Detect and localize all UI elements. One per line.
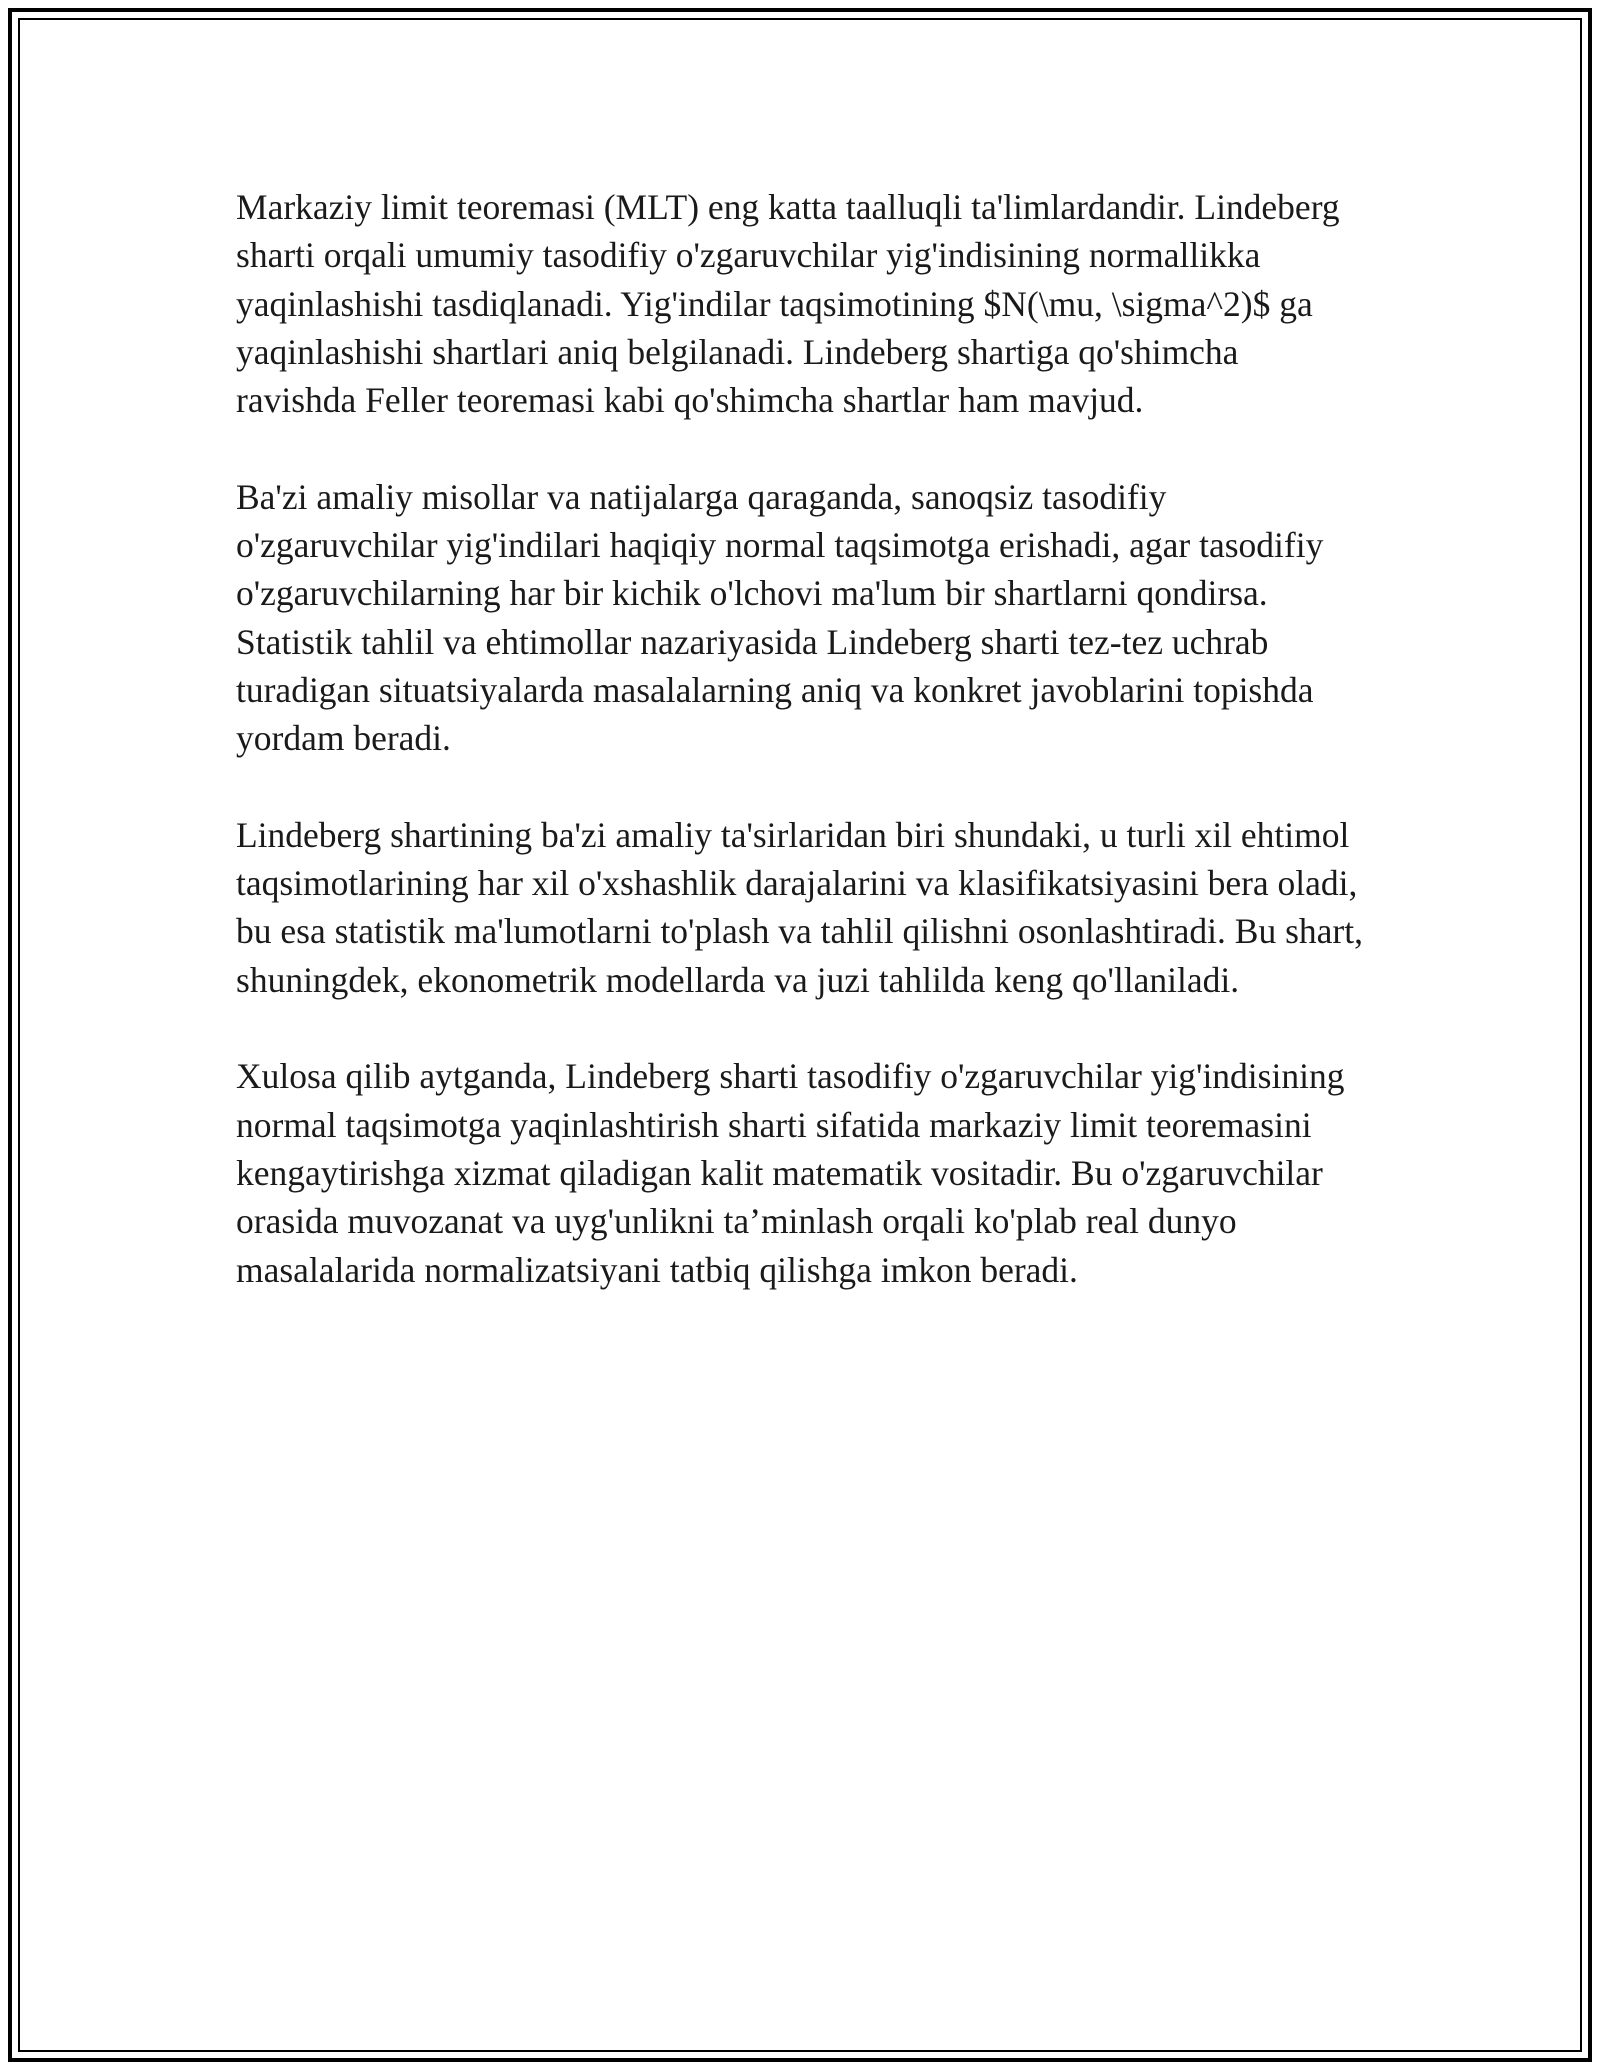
paragraph-3: Lindeberg shartining ba'zi amaliy ta'sirlaridan biri shundaki, u turli xil ehtimol taqsimotlarining har xil o'xshashlik darajalarini va klasifikatsiyasini bera oladi, bu esa statistik ma'lumotlarni to'plash va tahlil qilishni osonlashtiradi. Bu shart, shuningdek, ekonometrik modellarda va juzi tahlilda keng qo'llaniladi. xyxy=(236,814,1363,1000)
paragraph-2: Ba'zi amaliy misollar va natijalarga qaraganda, sanoqsiz tasodifiy o'zgaruvchilar yig'indilari haqiqiy normal taqsimotga erishadi, agar tasodifiy o'zgaruvchilarning har bir kichik o'lchovi ma'lum bir shartlarni qondirsa. Statistik tahlil va ehtimollar nazariyasida Lindeberg sharti tez-tez uchrab turadigan situatsiyalarda masalalarning aniq va konkret javoblarini topishda yordam beradi. xyxy=(236,476,1324,759)
paragraph-4: Xulosa qilib aytganda, Lindeberg sharti tasodifiy o'zgaruvchilar yig'indisining normal taqsimotga yaqinlashtirish sharti sifatida markaziy limit teoremasini kengaytirishga xizmat qiladigan kalit matematik vositadir. Bu o'zgaruvchilar orasida muvozanat va uyg'unlikni ta’minlash orqali ko'plab real dunyo masalalarida normalizatsiyani tatbiq qilishga imkon beradi. xyxy=(236,1056,1345,1290)
paragraph-1: Markaziy limit teoremasi (MLT) eng katta taalluqli ta'limlardandir. Lindeberg sharti orqali umumiy tasodifiy o'zgaruvchilar yig'indisining normallikka yaqinlashishi tasdiqlanadi. Yig'indilar taqsimotining $N(\mu, \sigma^2)$ ga yaqinlashishi shartlari aniq belgilanadi. Lindeberg shartiga qo'shimcha ravishda Feller teoremasi kabi qo'shimcha shartlar ham mavjud. xyxy=(236,187,1340,421)
document-body xyxy=(236,183,1366,1342)
